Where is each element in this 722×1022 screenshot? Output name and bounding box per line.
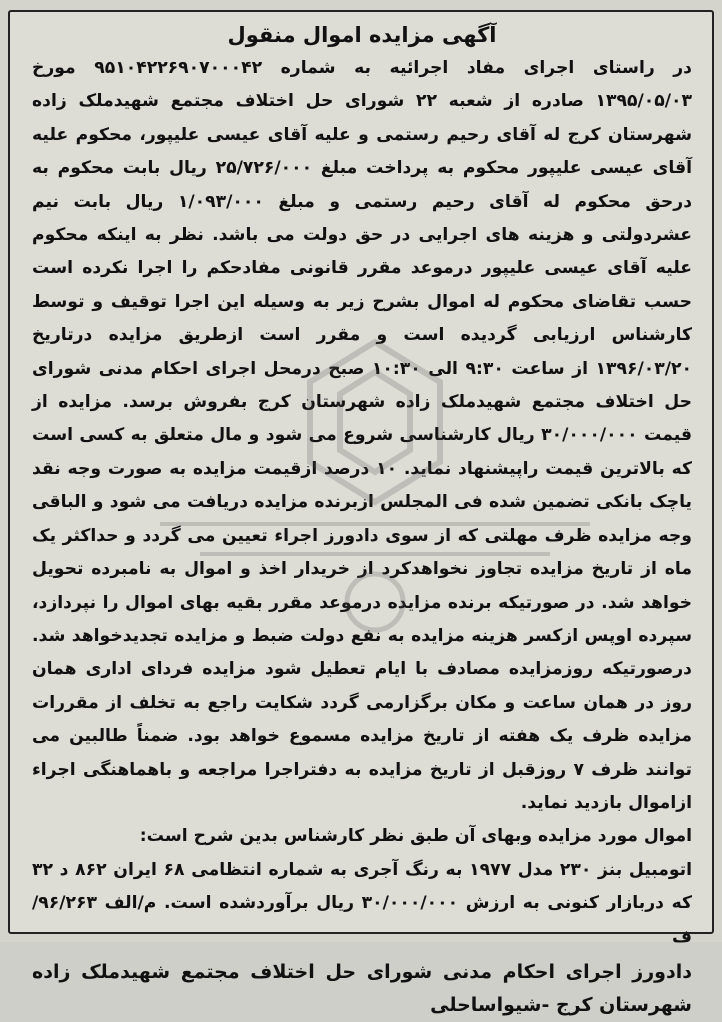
items-heading: اموال مورد مزایده وبهای آن طبق نظر کارشناس بدین شرح است: xyxy=(139,826,692,847)
notice-frame xyxy=(8,10,714,1016)
notice-signature: دادورز اجرای احکام مدنی شورای حل اختلاف مجتمع شهیدملک زاده شهرستان کرج -شیواساحلی xyxy=(32,960,692,1016)
notice-body: در راستای اجرای مفاد اجرائیه به شماره ۹۵۱۰۴۲۲۶۹۰۷۰۰۰۴۲ مورخ ۱۳۹۵/۰۵/۰۳ صادره از شعبه ۲۲ شورای حل اختلاف مجتمع شهیدملک زاده شهرستان کرج له آقای رحیم رستمی و علیه آقای عیسی علیپور، محکوم علیه آقای عیسی علیپور محکوم به پرداخت مبلغ ۲۵/۷۲۶/۰۰۰ ریال بابت محکوم به درحق محکوم له آقای رحیم رستمی و مبلغ ۱/۰۹۳/۰۰۰ ریال بابت نیم عشردولتی و هزینه های اجرایی در حق دولت می باشد. نظر به اینکه محکوم علیه آقای عیسی علیپور درموعد مقرر قانونی مفادحکم را اجرا نکرده است حسب تقاضای محکوم له اموال بشرح زیر به وسیله این اجرا توقیف و توسط کارشناس ارزیابی گردیده است و مقرر است ازطریق مزایده درتاریخ ۱۳۹۶/۰۳/۲۰ از ساعت ۹:۳۰ الی ۱۰:۳۰ صبح درمحل اجرای احکام مدنی شورای حل اختلاف مجتمع شهیدملک زاده شهرستان کرج بفروش برسد. مزایده از قیمت ۳۰/۰۰۰/۰۰۰ ریال کارشناسی شروع می شود و مال متعلق به کسی است که بالاترین قیمت راپیشنهاد نماید. ۱۰ درصد ازقیمت مزایده به صورت وجه نقد یاچک بانکی تضمین شده فی المجلس ازبرنده مزایده دریافت می شود و الباقی وجه مزایده ظرف مهلتی که از سوی دادورز اجراء تعیین می گردد و حداکثر یک ماه از تاریخ مزایده تجاوز نخواهدکرد از خریدار اخذ و اموال به نامبرده تحویل خواهد شد. در صورتیکه برنده مزایده درموعد مقرر بقیه بهای اموال را نپردازد، سپرده اوپس ازکسر هزینه مزایده به نفع دولت ضبط و مزایده تجدیدخواهد شد. درصورتیکه روزمزایده مصادف با ایام تعطیل شود مزایده فردای اداری همان روز در همان ساعت و مکان برگزارمی گردد شکایت راجع به تخلف از مقررات مزایده ظرف یک هفته از تاریخ مزایده مسموع خواهد بود. ضمناً طالبین می توانند ظرف ۷ روزقبل از تاریخ مزایده به دفتراجرا مراجعه و باهماهنگی اجراء ازاموال بازدید نماید. xyxy=(32,58,693,813)
notice-title: آگهی مزایده اموال منقول xyxy=(227,23,497,47)
items-description: اتومبیل بنز ۲۳۰ مدل ۱۹۷۷ به رنگ آجری به شماره انتظامی ۶۸ ایران ۸۶۲ د ۳۲ که دربازار کنونی به ارزش ۳۰/۰۰۰/۰۰۰ ریال برآوردشده است. م/الف ۹۶/۲۶۳/ف xyxy=(32,859,692,947)
notice-content xyxy=(32,20,692,1022)
